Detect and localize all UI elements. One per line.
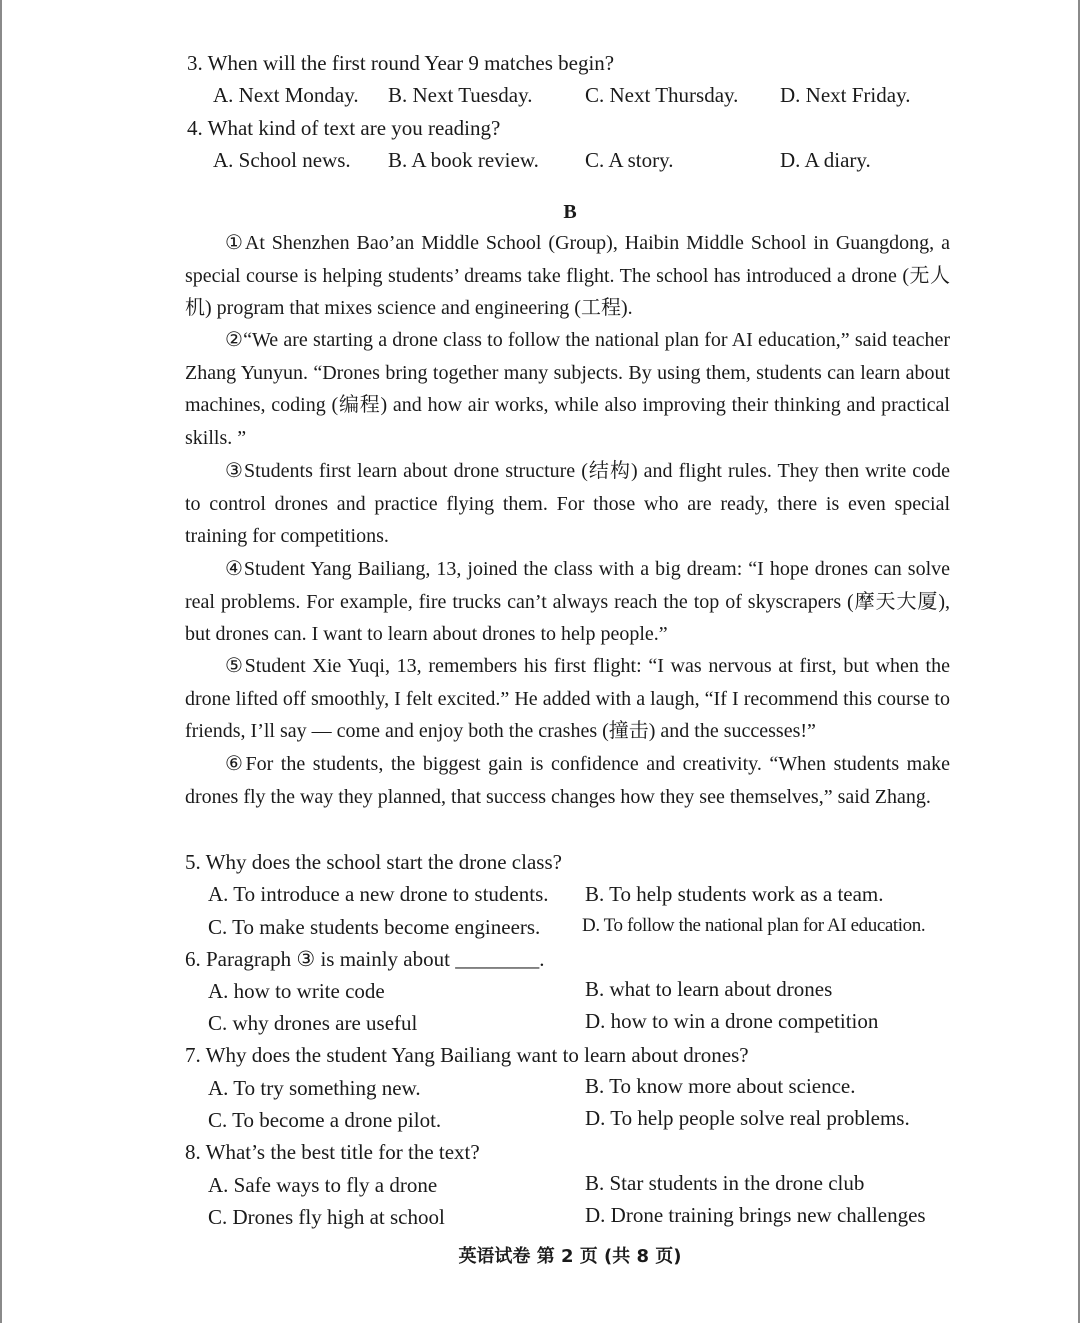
question-5-stem: 5. Why does the school start the drone class? bbox=[185, 850, 562, 874]
question-6-stem: 6. Paragraph ③ is mainly about ________. bbox=[185, 947, 545, 971]
question-3-option-b: B. Next Tuesday. bbox=[388, 83, 533, 107]
passage-paragraph-4: ④Student Yang Bailiang, 13, joined the class with a big dream: “I hope drones can solve real problems. For example, fire trucks can’t always reach the top of skyscrapers (摩天大厦), but drones can. I want to learn about drones to help people.” bbox=[185, 558, 950, 646]
passage-paragraph-5: ⑤Student Xie Yuqi, 13, remembers his first flight: “I was nervous at first, but when the drone lifted off smoothly, I felt excited.” He added with a laugh, “If I recommend this course to friends, I’ll say — come and enjoy both the crashes (撞击) and the successes!” bbox=[185, 655, 950, 743]
passage-paragraph-3: ③Students first learn about drone structure (结构) and flight rules. They then write code to control drones and practice flying them. For those who are ready, there is even special training for competitions. bbox=[185, 460, 950, 548]
passage-paragraph-1: ①At Shenzhen Bao’an Middle School (Group), Haibin Middle School in Guangdong, a special course is helping students’ dreams take flight. The school has introduced a drone (无人机) program that mixes science and engineering (工程). bbox=[185, 232, 950, 320]
question-4-option-b: B. A book review. bbox=[388, 148, 539, 172]
question-4-option-c: C. A story. bbox=[585, 148, 674, 172]
passage-paragraph-2: ②“We are starting a drone class to follow the national plan for AI education,” said teacher Zhang Yunyun. “Drones bring together many subjects. By using them, students can learn about machines, coding (编程) and how air works, while also improving their thinking and practical skills. ” bbox=[185, 329, 950, 449]
question-8-stem: 8. What’s the best title for the text? bbox=[185, 1140, 480, 1164]
question-3-option-a: A. Next Monday. bbox=[213, 83, 359, 107]
question-5-option-d: D. To follow the national plan for AI education. bbox=[582, 915, 926, 936]
passage-paragraph-6: ⑥For the students, the biggest gain is confidence and creativity. “When students make drones fly the way they planned, that success changes how they see themselves,” said Zhang. bbox=[185, 753, 950, 808]
question-6-option-d: D. how to win a drone competition bbox=[585, 1009, 879, 1033]
question-7-option-b: B. To know more about science. bbox=[585, 1074, 856, 1098]
question-8-option-c: C. Drones fly high at school bbox=[208, 1205, 445, 1229]
question-8-option-a: A. Safe ways to fly a drone bbox=[208, 1173, 438, 1197]
question-8-option-b: B. Star students in the drone club bbox=[585, 1171, 865, 1195]
question-6-option-b: B. what to learn about drones bbox=[585, 977, 833, 1001]
question-7-option-d: D. To help people solve real problems. bbox=[585, 1106, 910, 1130]
question-5-option-c: C. To make students become engineers. bbox=[208, 915, 541, 939]
question-4-stem: 4. What kind of text are you reading? bbox=[187, 116, 501, 140]
question-3-option-c: C. Next Thursday. bbox=[585, 83, 739, 107]
page-footer: 英语试卷 第 2 页 (共 8 页) bbox=[458, 1246, 682, 1267]
question-7-option-a: A. To try something new. bbox=[208, 1076, 421, 1100]
question-4-option-a: A. School news. bbox=[213, 148, 351, 172]
question-7-stem: 7. Why does the student Yang Bailiang want to learn about drones? bbox=[185, 1043, 749, 1067]
question-8-option-d: D. Drone training brings new challenges bbox=[585, 1203, 926, 1227]
question-4-option-d: D. A diary. bbox=[780, 148, 871, 172]
question-3-option-d: D. Next Friday. bbox=[780, 83, 911, 107]
question-3-stem: 3. When will the first round Year 9 matches begin? bbox=[187, 51, 615, 75]
question-5-option-b: B. To help students work as a team. bbox=[585, 882, 884, 906]
question-6-option-c: C. why drones are useful bbox=[208, 1011, 418, 1035]
question-5-option-a: A. To introduce a new drone to students. bbox=[208, 882, 549, 906]
question-6-option-a: A. how to write code bbox=[208, 979, 385, 1003]
question-7-option-c: C. To become a drone pilot. bbox=[208, 1108, 442, 1132]
section-heading: B bbox=[563, 201, 577, 223]
